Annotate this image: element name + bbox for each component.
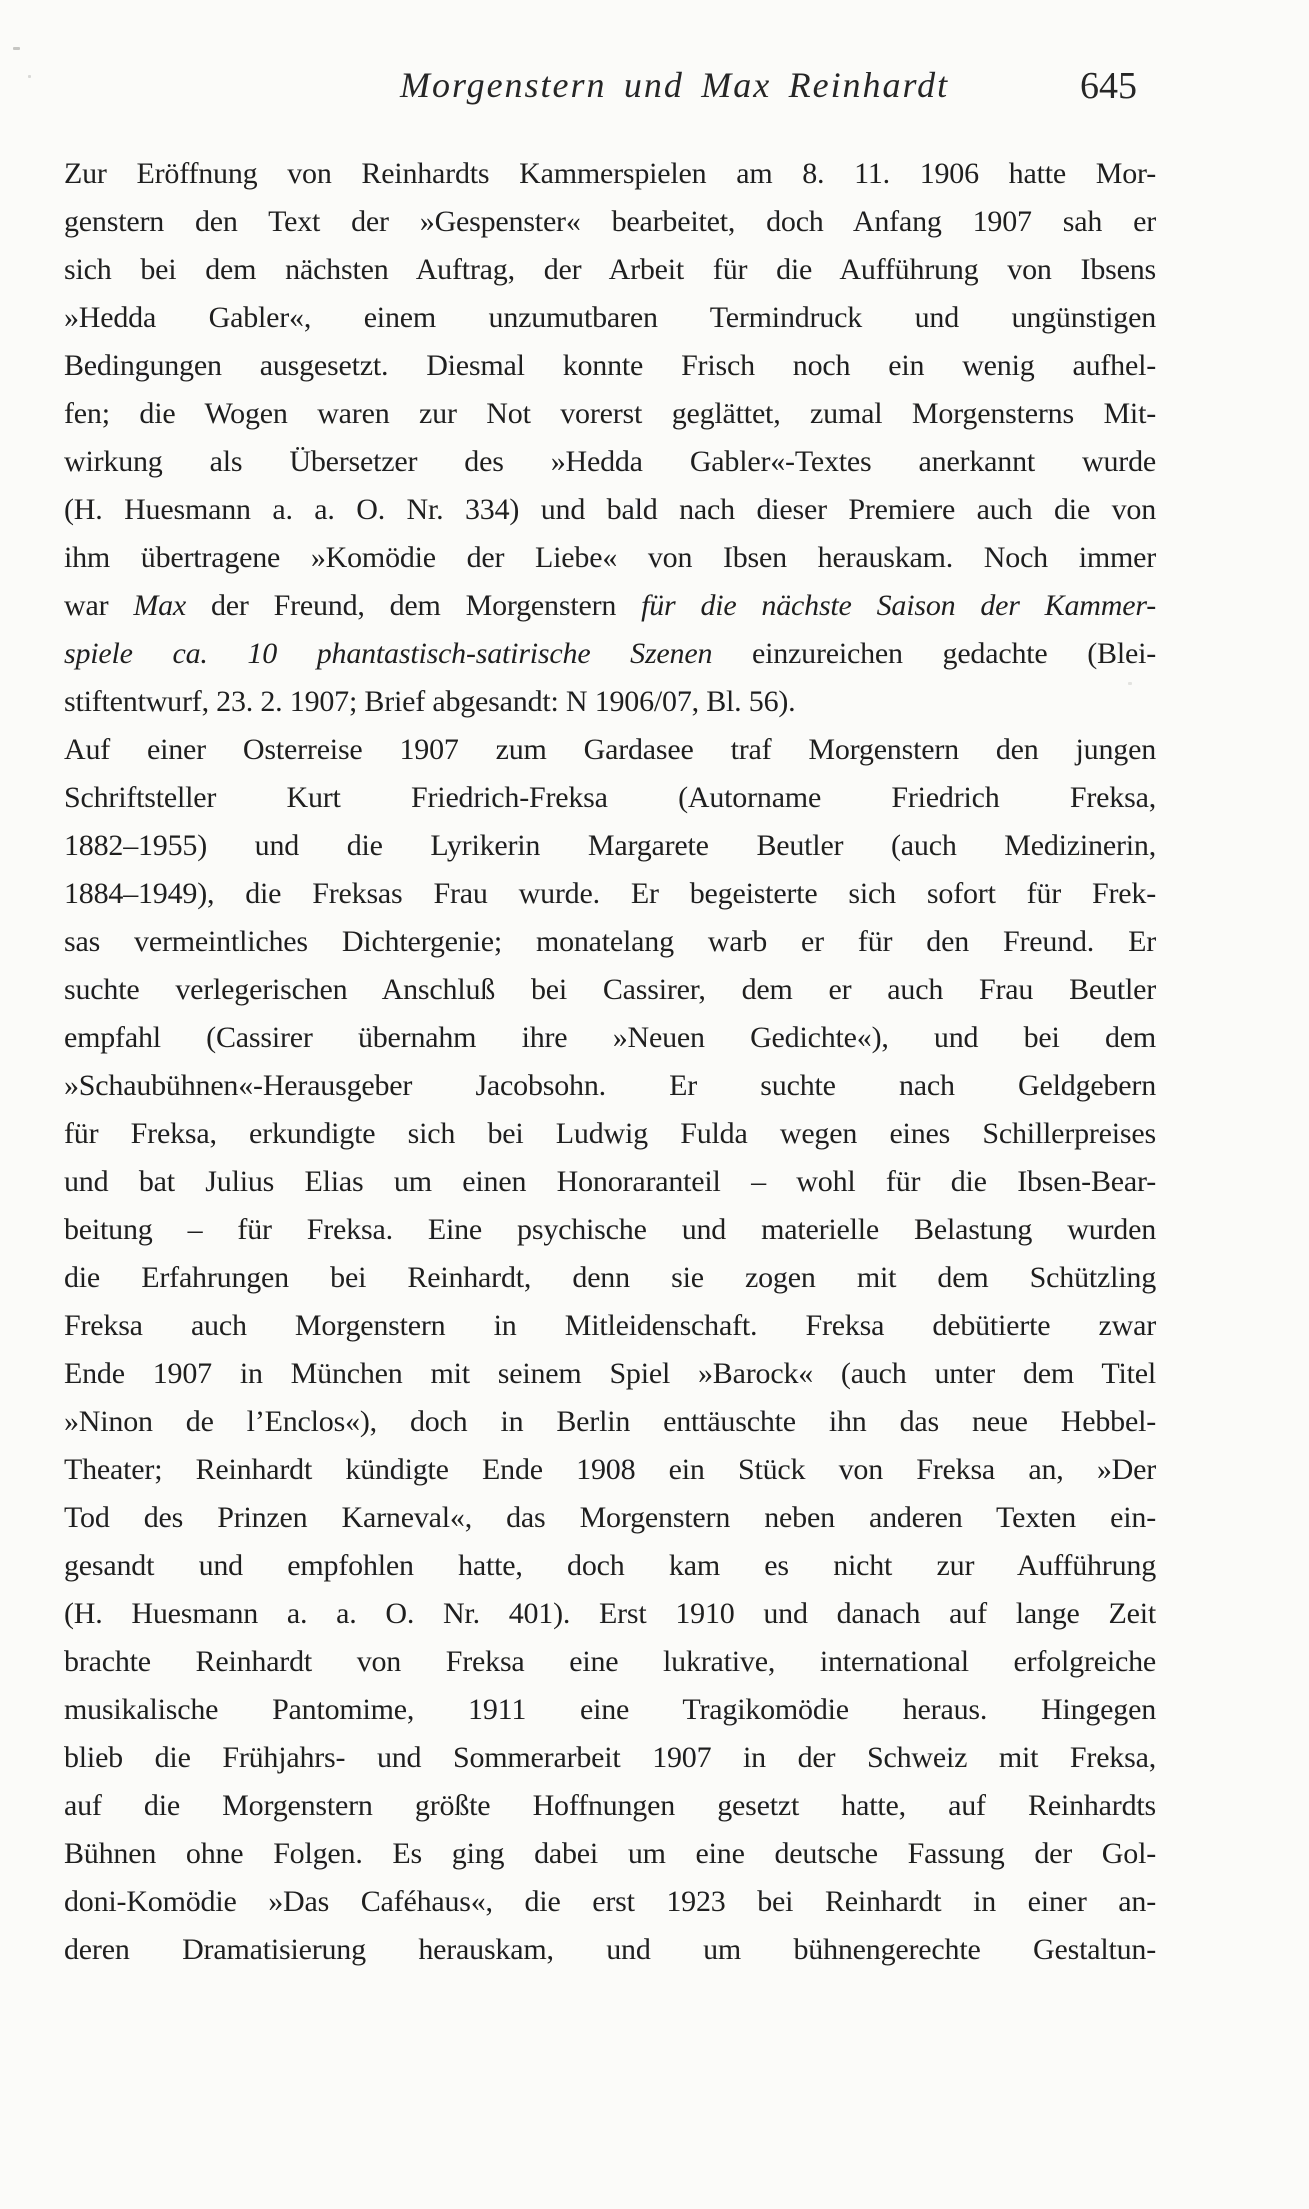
- text-run: musikalische Pantomime, 1911 eine Tragikomödie heraus. Hingegen: [64, 1693, 1156, 1726]
- text-run: Zur Eröffnung von Reinhardts Kammerspielen am 8. 11. 1906 hatte Mor-: [64, 157, 1156, 190]
- body-line: [64, 774, 1156, 822]
- italic-text-run: für die nächste Saison der Kammer-: [641, 589, 1156, 622]
- text-run: wirkung als Übersetzer des »Hedda Gabler«-Textes anerkannt wurde: [64, 445, 1156, 478]
- body-line: [64, 438, 1156, 486]
- body-line: [64, 582, 1156, 630]
- text-run: einzureichen gedachte (Blei-: [712, 637, 1156, 670]
- body-line: [64, 726, 1156, 774]
- body-line: [64, 294, 1156, 342]
- text-run: und bat Julius Elias um einen Honoraranteil – wohl für die Ibsen-Bear-: [64, 1165, 1156, 1198]
- page-number: 645: [1080, 65, 1137, 107]
- text-run: 1884–1949), die Freksas Frau wurde. Er begeisterte sich sofort für Frek-: [64, 877, 1156, 910]
- body-line: [64, 1014, 1156, 1062]
- text-run: Bühnen ohne Folgen. Es ging dabei um eine deutsche Fassung der Gol-: [64, 1837, 1156, 1870]
- body-line: [64, 390, 1156, 438]
- text-run: doni-Komödie »Das Caféhaus«, die erst 1923 bei Reinhardt in einer an-: [64, 1885, 1156, 1918]
- text-run: Bedingungen ausgesetzt. Diesmal konnte Frisch noch ein wenig aufhel-: [64, 349, 1156, 382]
- text-run: beitung – für Freksa. Eine psychische und materielle Belastung wurden: [64, 1213, 1156, 1246]
- text-run: »Schaubühnen«-Herausgeber Jacobsohn. Er suchte nach Geldgebern: [64, 1069, 1156, 1102]
- italic-text-run: Max: [133, 589, 187, 622]
- text-run: auf die Morgenstern größte Hoffnungen gesetzt hatte, auf Reinhardts: [64, 1789, 1156, 1822]
- body-line: [64, 150, 1156, 198]
- text-run: die Erfahrungen bei Reinhardt, denn sie zogen mit dem Schützling: [64, 1261, 1156, 1294]
- text-run: stiftentwurf, 23. 2. 1907; Brief abgesandt: N 1906/07, Bl. 56).: [64, 685, 796, 718]
- scan-artifact: [13, 47, 20, 50]
- text-run: fen; die Wogen waren zur Not vorerst geglättet, zumal Morgensterns Mit-: [64, 397, 1156, 430]
- body-line: [64, 1398, 1156, 1446]
- body-line: [64, 1926, 1156, 1974]
- body-line: [64, 1782, 1156, 1830]
- text-run: (H. Huesmann a. a. O. Nr. 334) und bald nach dieser Premiere auch die von: [64, 493, 1156, 526]
- body-line: [64, 630, 1156, 678]
- text-run: Schriftsteller Kurt Friedrich-Freksa (Autorname Friedrich Freksa,: [64, 781, 1156, 814]
- text-run: 1882–1955) und die Lyrikerin Margarete Beutler (auch Medizinerin,: [64, 829, 1156, 862]
- text-run: genstern den Text der »Gespenster« bearbeitet, doch Anfang 1907 sah er: [64, 205, 1156, 238]
- running-head-title: Morgenstern und Max Reinhardt: [400, 65, 950, 105]
- body-line: [64, 1734, 1156, 1782]
- body-line: [64, 534, 1156, 582]
- text-run: sas vermeintliches Dichtergenie; monatelang warb er für den Freund. Er: [64, 925, 1156, 958]
- italic-text-run: spiele ca. 10 phantastisch-satirische Szenen: [64, 637, 713, 670]
- paragraph: [64, 726, 1156, 1974]
- body-line: [64, 822, 1156, 870]
- text-run: deren Dramatisierung herauskam, und um bühnengerechte Gestaltun-: [64, 1933, 1156, 1966]
- text-run: der Freund, dem Morgenstern: [186, 589, 642, 622]
- text-run: Theater; Reinhardt kündigte Ende 1908 ein Stück von Freksa an, »Der: [64, 1453, 1156, 1486]
- body-line: [64, 198, 1156, 246]
- body-line: [64, 918, 1156, 966]
- body-line: [64, 1158, 1156, 1206]
- body-line: [64, 1830, 1156, 1878]
- body-line: [64, 1686, 1156, 1734]
- body-line: [64, 1446, 1156, 1494]
- body-line: [64, 1590, 1156, 1638]
- text-run: Ende 1907 in München mit seinem Spiel »Barock« (auch unter dem Titel: [64, 1357, 1156, 1390]
- text-run: für Freksa, erkundigte sich bei Ludwig Fulda wegen eines Schillerpreises: [64, 1117, 1156, 1150]
- text-run: sich bei dem nächsten Auftrag, der Arbeit für die Aufführung von Ibsens: [64, 253, 1156, 286]
- body-line: [64, 342, 1156, 390]
- body-line: [64, 1110, 1156, 1158]
- text-run: gesandt und empfohlen hatte, doch kam es nicht zur Aufführung: [64, 1549, 1156, 1582]
- text-block: [64, 150, 1156, 1974]
- body-line: [64, 966, 1156, 1014]
- text-run: blieb die Frühjahrs- und Sommerarbeit 1907 in der Schweiz mit Freksa,: [64, 1741, 1156, 1774]
- body-line: [64, 1062, 1156, 1110]
- paragraph: [64, 150, 1156, 726]
- running-head: [0, 64, 1309, 116]
- body-line: [64, 246, 1156, 294]
- body-line: [64, 678, 1156, 726]
- body-line: [64, 1638, 1156, 1686]
- text-run: (H. Huesmann a. a. O. Nr. 401). Erst 1910 und danach auf lange Zeit: [64, 1597, 1156, 1630]
- text-run: »Ninon de l’Enclos«), doch in Berlin enttäuschte ihn das neue Hebbel-: [64, 1405, 1156, 1438]
- text-run: Tod des Prinzen Karneval«, das Morgenstern neben anderen Texten ein-: [64, 1501, 1156, 1534]
- text-run: suchte verlegerischen Anschluß bei Cassirer, dem er auch Frau Beutler: [64, 973, 1156, 1006]
- body-line: [64, 1542, 1156, 1590]
- text-run: Auf einer Osterreise 1907 zum Gardasee traf Morgenstern den jungen: [64, 733, 1156, 766]
- body-line: [64, 1494, 1156, 1542]
- text-run: »Hedda Gabler«, einem unzumutbaren Termindruck und ungünstigen: [64, 301, 1156, 334]
- body-line: [64, 1878, 1156, 1926]
- body-line: [64, 1302, 1156, 1350]
- body-line: [64, 486, 1156, 534]
- text-run: brachte Reinhardt von Freksa eine lukrative, international erfolgreiche: [64, 1645, 1156, 1678]
- body-line: [64, 1206, 1156, 1254]
- text-run: empfahl (Cassirer übernahm ihre »Neuen Gedichte«), und bei dem: [64, 1021, 1156, 1054]
- body-line: [64, 870, 1156, 918]
- text-run: Freksa auch Morgenstern in Mitleidenschaft. Freksa debütierte zwar: [64, 1309, 1156, 1342]
- text-run: ihm übertragene »Komödie der Liebe« von Ibsen herauskam. Noch immer: [64, 541, 1156, 574]
- text-run: war: [64, 589, 134, 622]
- body-line: [64, 1254, 1156, 1302]
- body-line: [64, 1350, 1156, 1398]
